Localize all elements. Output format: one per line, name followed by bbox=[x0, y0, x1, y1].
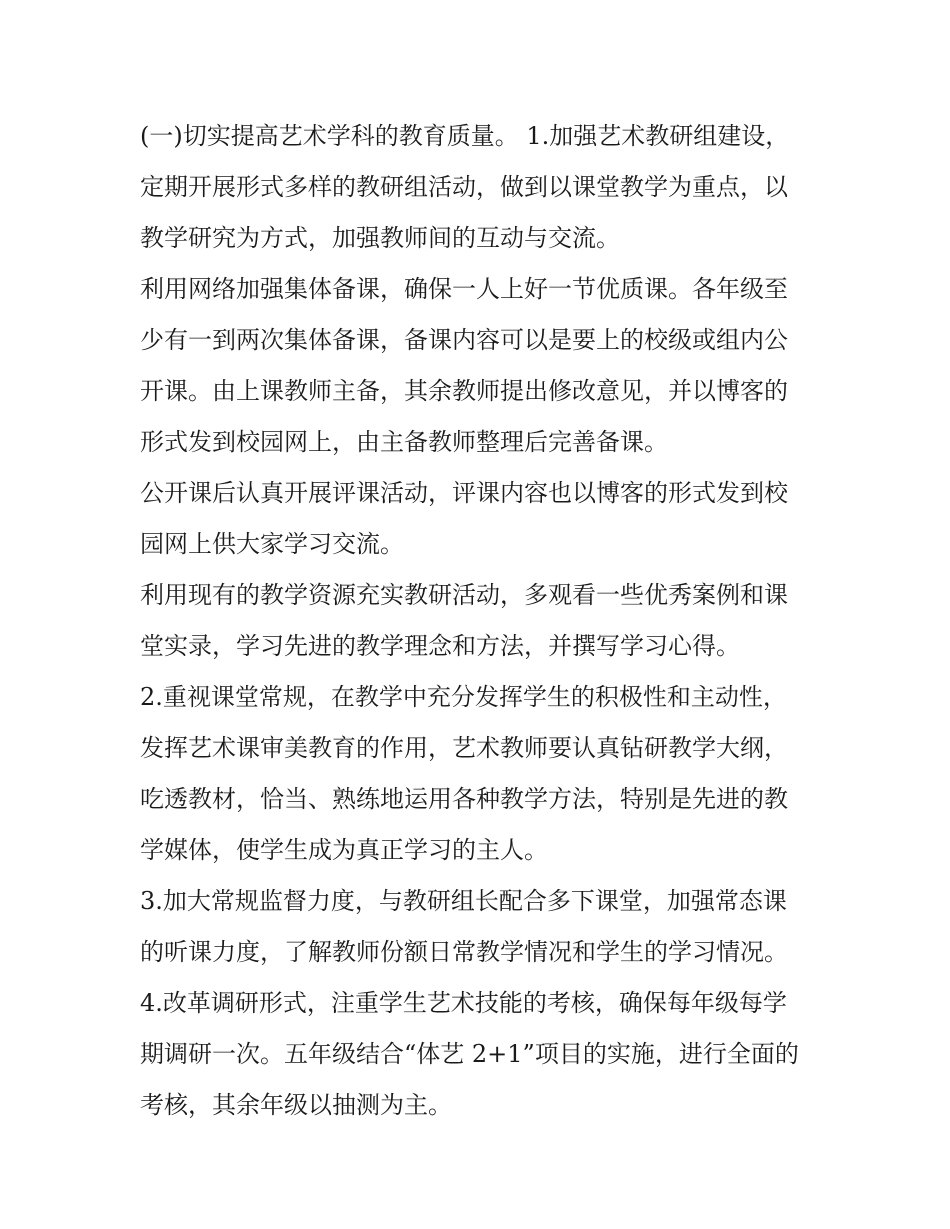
text-line: 期调研一次。五年级结合“体艺 2+1”项目的实施，进行全面的 bbox=[140, 1040, 799, 1068]
text-line: 考核，其余年级以抽测为主。 bbox=[140, 1091, 452, 1119]
text-line: (一)切实提高艺术学科的教育质量。 1.加强艺术教研组建设， bbox=[140, 122, 790, 150]
text-line: 2.重视课堂常规，在教学中充分发挥学生的积极性和主动性， bbox=[140, 683, 787, 711]
text-line: 园网上供大家学习交流。 bbox=[140, 530, 404, 558]
text-line: 少有一到两次集体备课，备课内容可以是要上的校级或组内公 bbox=[140, 326, 788, 354]
paragraph-art-quality bbox=[140, 111, 816, 264]
text-line: 学媒体，使学生成为真正学习的主人。 bbox=[140, 836, 548, 864]
text-line: 堂实录，学习先进的教学理念和方法，并撰写学习心得。 bbox=[140, 632, 740, 660]
paragraph-lesson-evaluation bbox=[140, 468, 816, 570]
text-line: 吃透教材，恰当、熟练地运用各种教学方法，特别是先进的教 bbox=[140, 785, 788, 813]
document-body bbox=[140, 111, 816, 1131]
text-line: 利用现有的教学资源充实教研活动，多观看一些优秀案例和课 bbox=[140, 581, 788, 609]
text-line: 公开课后认真开展评课活动，评课内容也以博客的形式发到校 bbox=[140, 479, 788, 507]
paragraph-supervision bbox=[140, 876, 816, 978]
paragraph-assessment-reform bbox=[140, 978, 816, 1131]
text-line: 的听课力度，了解教师份额日常教学情况和学生的学习情况。 bbox=[140, 938, 788, 966]
paragraph-classroom-routine bbox=[140, 672, 816, 876]
text-line: 利用网络加强集体备课，确保一人上好一节优质课。各年级至 bbox=[140, 275, 788, 303]
text-line: 发挥艺术课审美教育的作用，艺术教师要认真钻研教学大纲， bbox=[140, 734, 788, 762]
text-line: 定期开展形式多样的教研组活动，做到以课堂教学为重点，以 bbox=[140, 173, 788, 201]
text-line: 3.加大常规监督力度，与教研组长配合多下课堂，加强常态课 bbox=[140, 887, 787, 915]
paragraph-teaching-resources bbox=[140, 570, 816, 672]
text-line: 教学研究为方式，加强教师间的互动与交流。 bbox=[140, 224, 620, 252]
paragraph-collective-lesson-prep bbox=[140, 264, 816, 468]
text-line: 形式发到校园网上，由主备教师整理后完善备课。 bbox=[140, 428, 668, 456]
text-line: 4.改革调研形式，注重学生艺术技能的考核，确保每年级每学 bbox=[140, 989, 787, 1017]
text-line: 开课。由上课教师主备，其余教师提出修改意见，并以博客的 bbox=[140, 377, 788, 405]
